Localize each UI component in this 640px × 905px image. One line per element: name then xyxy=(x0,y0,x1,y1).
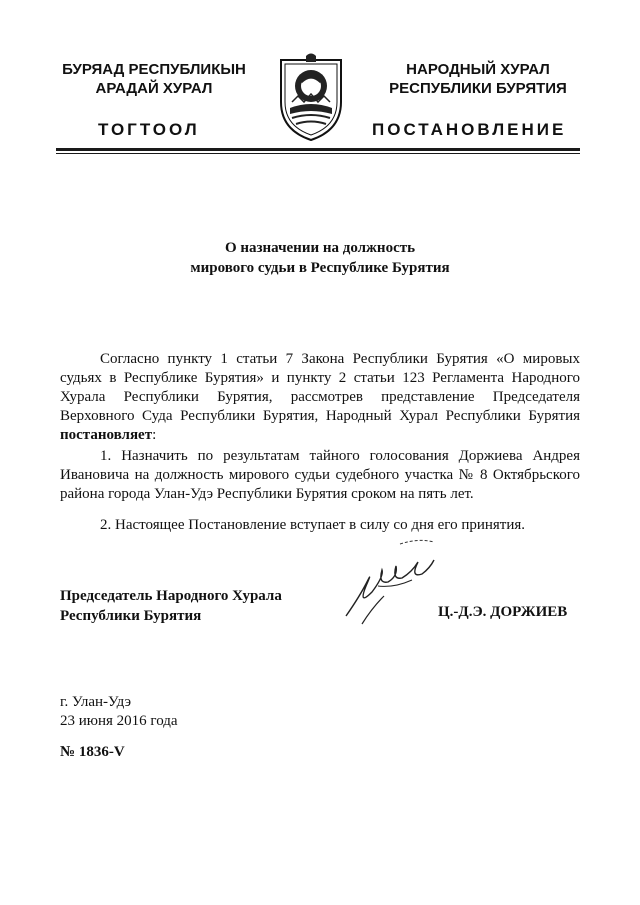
city: г. Улан-Удэ xyxy=(60,694,132,710)
handwritten-signature-icon xyxy=(338,536,448,630)
signatory-position-line2: Республики Бурятия xyxy=(60,608,202,624)
place-and-date xyxy=(60,693,178,731)
clause-1: 1. Назначить по результатам тайного голосования Доржиева Андрея Ивановича на должность мирового судьи судебного участка № 8 Октябрьского района города Улан-Удэ Республики Бурятия сроком на пять лет. xyxy=(60,448,580,502)
preamble-paragraph xyxy=(60,350,580,445)
coat-of-arms-icon xyxy=(278,52,344,142)
preamble-text: Согласно пункту 1 статьи 7 Закона Республики Бурятия «О мировых судьях в Республике Бурятия» и пункту 2 статьи 123 Регламента Народного Хурала Республики Бурятия, рассмотрев представление Председателя Верховного Суда Республики Бурятия, Народный Хурал Республики Бурятия xyxy=(60,351,580,424)
document-title xyxy=(60,238,580,278)
date: 23 июня 2016 года xyxy=(60,713,178,729)
document-number: № 1836-V xyxy=(60,744,125,760)
header-right-doc-type: ПОСТАНОВЛЕНИЕ xyxy=(372,120,567,139)
header-right-line2: РЕСПУБЛИКИ БУРЯТИЯ xyxy=(389,80,567,97)
header-right-block xyxy=(364,60,592,98)
header-left-block xyxy=(48,60,260,98)
header-divider-thin xyxy=(56,153,580,154)
document-title-line2: мирового судьи в Республике Бурятия xyxy=(190,260,450,276)
document-title-line1: О назначении на должность xyxy=(224,240,416,256)
header-left-line2: АРАДАЙ ХУРАЛ xyxy=(95,80,213,97)
preamble-colon: : xyxy=(152,427,157,443)
header-divider-thick xyxy=(56,148,580,151)
resolution-keyword: постановляет xyxy=(60,427,153,443)
header-right-line1: НАРОДНЫЙ ХУРАЛ xyxy=(406,61,550,78)
signatory-position xyxy=(60,586,282,626)
signatory-position-line1: Председатель Народного Хурала xyxy=(60,588,282,604)
clause-2: 2. Настоящее Постановление вступает в силу со дня его принятия. xyxy=(100,517,526,533)
signatory-name: Ц.-Д.Э. ДОРЖИЕВ xyxy=(438,604,568,620)
header-left-doc-type: ТОГТООЛ xyxy=(98,120,200,139)
header-left-line1: БУРЯАД РЕСПУБЛИКЫН xyxy=(62,61,246,78)
